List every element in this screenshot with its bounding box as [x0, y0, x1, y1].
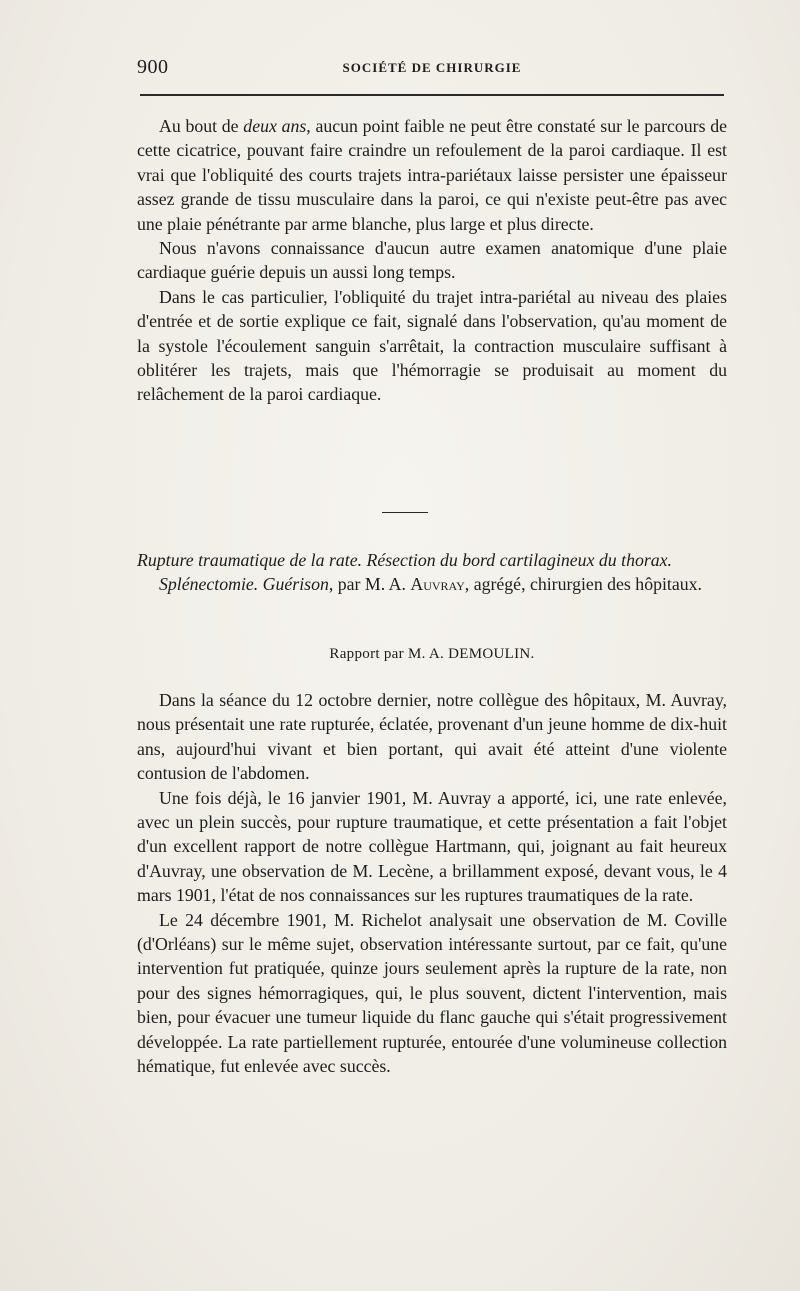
page-number: 900	[137, 56, 169, 78]
paragraph	[137, 236, 727, 285]
section-divider	[382, 512, 428, 513]
author-name: Auvray	[410, 574, 465, 595]
text-run: Au bout de	[159, 116, 244, 136]
text-run: Le 24 décembre 1901, M. Richelot analysait une observation de M. Coville (d'Orléans) sur le même sujet, observation intéressante surtout, par ce fait, qu'une intervention fut pratiquée, quinze jours seulement après la rupture de la rate, non pour des signes hémorragiques, qui, le plus souvent, dictent l'intervention, mais bien, pour évacuer une tumeur liquide du flanc gauche qui s'était progressivement développée. La rate partiellement rupturée, entourée d'une volumineuse collection hématique, fut enlevée avec succès.	[137, 909, 727, 1077]
paragraph	[137, 688, 727, 786]
running-head: SOCIÉTÉ DE CHIRURGIE	[342, 60, 522, 75]
page-header	[137, 52, 727, 82]
section-spleen-rupture	[137, 688, 727, 1079]
header-rule	[140, 94, 724, 96]
paragraph	[137, 114, 727, 236]
text-run: Une fois déjà, le 16 janvier 1901, M. Auvray a apporté, ici, une rate enlevée, avec un plein succès, pour rupture traumatique, et cette présentation a fait l'objet d'un excellent rapport de notre collègue Hartmann, qui, joignant au fait heureux d'Auvray, une observation de M. Lecène, a brillamment exposé, devant vous, le 4 mars 1901, l'état de nos connaissances sur les ruptures traumatiques de la rate.	[137, 787, 727, 906]
text-run: , agrégé, chirurgien des hôpitaux.	[464, 574, 702, 595]
paragraph	[137, 285, 727, 407]
paragraph	[137, 908, 727, 1079]
paragraph	[137, 786, 727, 908]
text-run: Nous n'avons connaissance d'aucun autre examen anatomique d'une plaie cardiaque guérie depuis un aussi long temps.	[137, 238, 727, 283]
section-cardiac-wound	[137, 114, 727, 407]
report-attribution: Rapport par M. A. DEMOULIN.	[329, 646, 535, 662]
text-run: , aucun point faible ne peut être constaté sur le parcours de cette cicatrice, pouvant faire craindre un refoulement de la paroi cardiaque. Il est vrai que l'obliquité des courts trajets intra-pariétaux laisse persister une épaisseur assez grande de tissu musculaire dans la paroi, ce qui n'existe peut-être pas avec une plaie pénétrante par arme blanche, plus large et plus directe.	[137, 116, 728, 234]
italic-text: Rupture traumatique de la rate. Résection du bord cartilagineux du thorax. Splénectomie. Guérison	[137, 550, 672, 595]
article-title	[137, 548, 727, 597]
text-run: Dans la séance du 12 octobre dernier, notre collègue des hôpitaux, M. Auvray, nous présentait une rate rupturée, éclatée, provenant d'un jeune homme de dix-huit ans, aujourd'hui vivant et bien portant, qui avait été atteint d'une violente contusion de l'abdomen.	[137, 690, 727, 784]
text-run: , par M. A.	[328, 574, 411, 595]
text-run: Dans le cas particulier, l'obliquité du trajet intra-pariétal au niveau des plaies d'entrée et de sortie explique ce fait, signalé dans l'observation, qu'au moment de la systole l'écoulement sanguin s'arrêtait, la contraction musculaire suffisant à oblitérer les trajets, mais que l'hémorragie se produisait au moment du relâchement de la paroi cardiaque.	[137, 286, 727, 405]
italic-text: deux ans	[243, 116, 307, 136]
